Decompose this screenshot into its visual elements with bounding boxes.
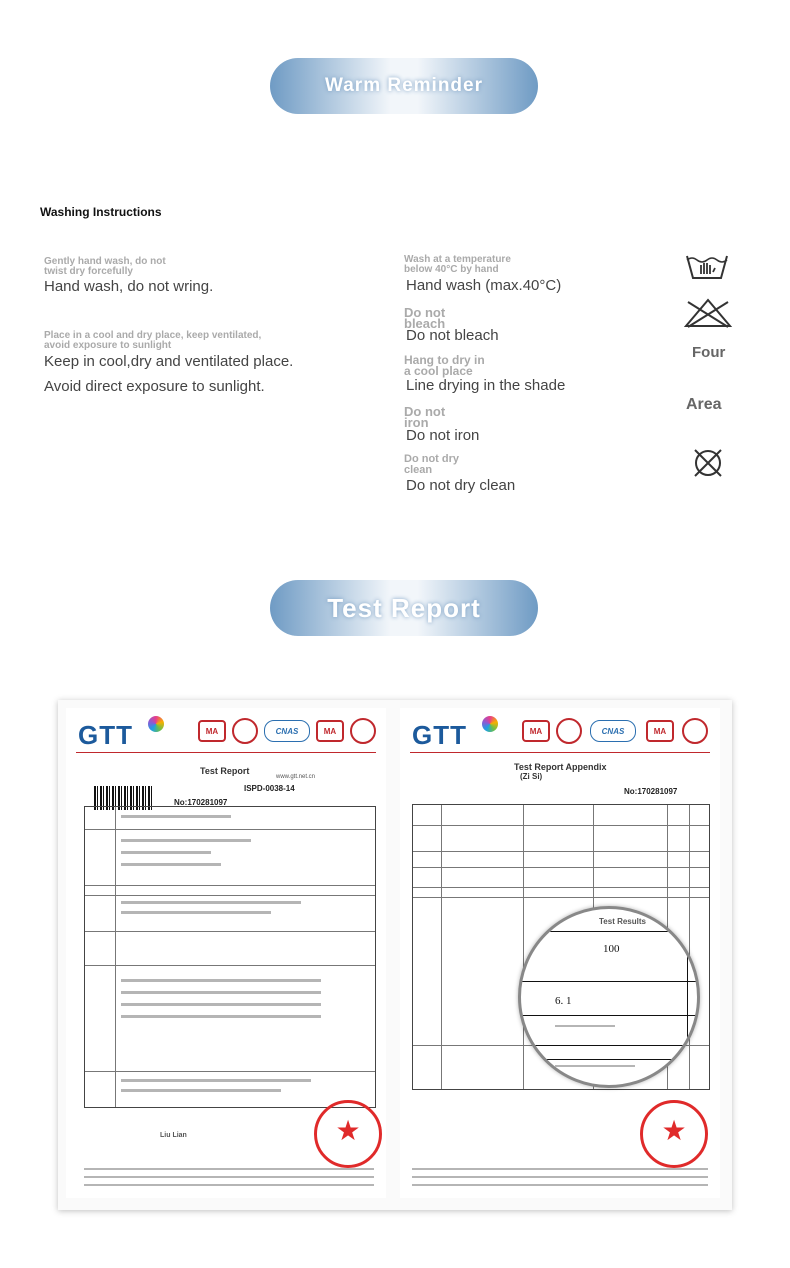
right-instruction-5: Do not dry clean — [406, 477, 516, 494]
ma-badge-icon: MA — [646, 720, 674, 742]
right-hint-3: Hang to dry in a cool place — [404, 353, 485, 378]
gtt-logo: GTT — [412, 720, 467, 750]
left-instruction-2b: Avoid direct exposure to sunlight. — [44, 378, 265, 395]
side-word-four: Four — [692, 344, 726, 361]
header-divider — [76, 752, 376, 753]
left-instruction-1: Hand wash, do not wring. — [44, 278, 214, 295]
appendix-subtitle: (Zi Si) — [520, 772, 543, 781]
no-dry-clean-icon — [692, 447, 724, 479]
appendix-title: Test Report Appendix — [514, 762, 607, 772]
cal-badge-icon — [556, 718, 582, 744]
left-hint-1: Gently hand wash, do not twist dry forcefully — [44, 256, 166, 277]
test-report-title: Test Report — [327, 592, 481, 623]
cal-badge-icon — [682, 718, 708, 744]
right-hint-5: Do not dry clean — [404, 453, 459, 476]
hand-wash-icon — [684, 248, 730, 282]
right-instruction-1: Hand wash (max.40°C) — [406, 277, 562, 294]
gtt-flower-icon — [482, 716, 498, 732]
report-code: ISPD-0038-14 — [244, 784, 295, 793]
right-hint-1: Wash at a temperature below 40°C by hand — [404, 254, 511, 275]
right-instruction-4: Do not iron — [406, 427, 480, 444]
right-instruction-3: Line drying in the shade — [406, 377, 566, 394]
cnas-badge-icon: CNAS — [590, 720, 636, 742]
test-report-banner — [270, 580, 538, 636]
cal-badge-icon — [350, 718, 376, 744]
report-title: Test Report — [200, 766, 250, 776]
report-number: No:170281097 — [174, 798, 228, 807]
magnified-value-1: 100 — [603, 943, 620, 955]
right-hint-2: Do not bleach — [404, 305, 446, 331]
warm-reminder-banner — [270, 58, 538, 114]
washing-instructions-title: Washing Instructions — [40, 205, 162, 219]
magnified-results-detail — [518, 906, 700, 1088]
cnas-badge-icon: CNAS — [264, 720, 310, 742]
no-bleach-icon — [683, 297, 733, 329]
appendix-number: No:170281097 — [624, 787, 678, 796]
gtt-logo: GTT — [78, 720, 133, 750]
ma-badge-icon: MA — [316, 720, 344, 742]
report-table — [84, 806, 376, 1108]
right-hint-4: Do not iron — [404, 404, 446, 430]
signer-name: Liu Lian — [160, 1132, 187, 1139]
left-instruction-2a: Keep in cool,dry and ventilated place. — [44, 353, 294, 370]
header-divider — [410, 752, 710, 753]
official-stamp-icon: ★ — [640, 1100, 708, 1168]
ma-badge-icon: MA — [522, 720, 550, 742]
magnified-value-2: 6. 1 — [555, 995, 572, 1007]
side-word-area: Area — [686, 396, 722, 413]
warm-reminder-title: Warm Reminder — [325, 75, 483, 96]
right-report-sheet — [400, 708, 720, 1198]
gtt-flower-icon — [148, 716, 164, 732]
test-report-image — [58, 700, 732, 1210]
official-stamp-icon: ★ — [314, 1100, 382, 1168]
magnifier-title: Test Results — [599, 917, 646, 926]
cal-badge-icon — [232, 718, 258, 744]
left-hint-2: Place in a cool and dry place, keep ventilated, avoid exposure to sunlight — [44, 330, 262, 351]
report-website: www.gtt.net.cn — [276, 774, 316, 780]
left-report-sheet — [66, 708, 386, 1198]
right-instruction-2: Do not bleach — [406, 327, 499, 344]
ma-badge-icon: MA — [198, 720, 226, 742]
